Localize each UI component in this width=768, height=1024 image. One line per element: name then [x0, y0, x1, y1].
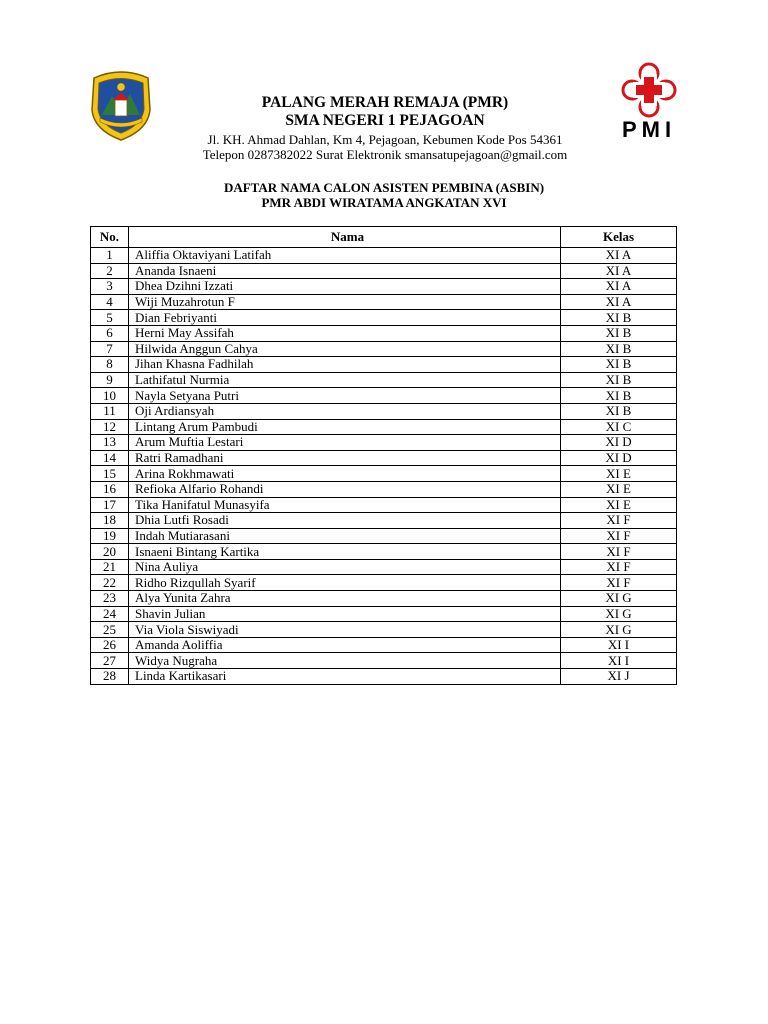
- table-row: [91, 653, 677, 669]
- student-name: Refioka Alfario Rohandi: [129, 481, 561, 497]
- row-number: 26: [91, 637, 129, 653]
- table-row: [91, 419, 677, 435]
- row-number: 14: [91, 450, 129, 466]
- document-title-block: [90, 180, 678, 210]
- student-name: Arina Rokhmawati: [129, 466, 561, 482]
- table-row: [91, 279, 677, 295]
- row-number: 8: [91, 357, 129, 373]
- row-number: 22: [91, 575, 129, 591]
- school-crest-icon: [88, 70, 154, 142]
- row-number: 13: [91, 435, 129, 451]
- student-name: Aliffia Oktaviyani Latifah: [129, 248, 561, 264]
- table-body: [91, 248, 677, 685]
- student-name: Ridho Rizqullah Syarif: [129, 575, 561, 591]
- student-class: XI G: [561, 591, 677, 607]
- student-name: Lintang Arum Pambudi: [129, 419, 561, 435]
- student-class: XI F: [561, 559, 677, 575]
- student-class: XI B: [561, 310, 677, 326]
- student-name: Lathifatul Nurmia: [129, 372, 561, 388]
- row-number: 18: [91, 513, 129, 529]
- row-number: 21: [91, 559, 129, 575]
- row-number: 28: [91, 669, 129, 685]
- table-row: [91, 403, 677, 419]
- student-class: XI C: [561, 419, 677, 435]
- student-class: XI B: [561, 341, 677, 357]
- table-row: [91, 481, 677, 497]
- student-name: Alya Yunita Zahra: [129, 591, 561, 607]
- student-class: XI F: [561, 528, 677, 544]
- row-number: 4: [91, 294, 129, 310]
- row-number: 27: [91, 653, 129, 669]
- column-header-kelas: Kelas: [561, 227, 677, 248]
- table-row: [91, 622, 677, 638]
- school-address: Jl. KH. Ahmad Dahlan, Km 4, Pejagoan, Kebumen Kode Pos 54361: [207, 132, 563, 147]
- student-class: XI B: [561, 403, 677, 419]
- table-row: [91, 325, 677, 341]
- table-row: [91, 637, 677, 653]
- student-class: XI F: [561, 513, 677, 529]
- student-class: XI A: [561, 248, 677, 264]
- student-name: Widya Nugraha: [129, 653, 561, 669]
- row-number: 5: [91, 310, 129, 326]
- row-number: 15: [91, 466, 129, 482]
- student-class: XI B: [561, 357, 677, 373]
- column-header-no: No.: [91, 227, 129, 248]
- row-number: 24: [91, 606, 129, 622]
- names-table: [90, 226, 677, 685]
- table-row: [91, 372, 677, 388]
- row-number: 3: [91, 279, 129, 295]
- student-class: XI I: [561, 653, 677, 669]
- student-name: Dhia Lutfi Rosadi: [129, 513, 561, 529]
- row-number: 23: [91, 591, 129, 607]
- table-row: [91, 606, 677, 622]
- organization-name: PALANG MERAH REMAJA (PMR): [261, 94, 509, 111]
- student-name: Linda Kartikasari: [129, 669, 561, 685]
- table-row: [91, 294, 677, 310]
- table-row: [91, 341, 677, 357]
- table-row: [91, 528, 677, 544]
- student-name: Dhea Dzihni Izzati: [129, 279, 561, 295]
- school-contact: Telepon 0287382022 Surat Elektronik smansatupejagoan@gmail.com: [202, 147, 568, 162]
- student-class: XI F: [561, 544, 677, 560]
- row-number: 16: [91, 481, 129, 497]
- student-class: XI E: [561, 497, 677, 513]
- table-row: [91, 544, 677, 560]
- student-name: Shavin Julian: [129, 606, 561, 622]
- student-name: Isnaeni Bintang Kartika: [129, 544, 561, 560]
- table-row: [91, 248, 677, 264]
- student-name: Tika Hanifatul Munasyifa: [129, 497, 561, 513]
- student-name: Indah Mutiarasani: [129, 528, 561, 544]
- row-number: 2: [91, 263, 129, 279]
- table-row: [91, 263, 677, 279]
- row-number: 1: [91, 248, 129, 264]
- student-class: XI D: [561, 450, 677, 466]
- red-cross-logo-icon: [612, 62, 686, 148]
- student-class: XI E: [561, 466, 677, 482]
- pmi-label: PMI: [621, 117, 677, 142]
- student-class: XI B: [561, 372, 677, 388]
- student-name: Nina Auliya: [129, 559, 561, 575]
- table-row: [91, 591, 677, 607]
- student-class: XI G: [561, 622, 677, 638]
- table-row: [91, 388, 677, 404]
- row-number: 20: [91, 544, 129, 560]
- student-class: XI G: [561, 606, 677, 622]
- table-row: [91, 310, 677, 326]
- student-class: XI B: [561, 325, 677, 341]
- row-number: 25: [91, 622, 129, 638]
- row-number: 10: [91, 388, 129, 404]
- student-name: Ratri Ramadhani: [129, 450, 561, 466]
- student-name: Wiji Muzahrotun F: [129, 294, 561, 310]
- student-class: XI I: [561, 637, 677, 653]
- table-row: [91, 450, 677, 466]
- document-subtitle: PMR ABDI WIRATAMA ANGKATAN XVI: [261, 195, 507, 210]
- row-number: 6: [91, 325, 129, 341]
- student-class: XI J: [561, 669, 677, 685]
- student-name: Jihan Khasna Fadhilah: [129, 357, 561, 373]
- table-row: [91, 575, 677, 591]
- student-class: XI F: [561, 575, 677, 591]
- row-number: 7: [91, 341, 129, 357]
- student-name: Amanda Aoliffia: [129, 637, 561, 653]
- letterhead: [160, 94, 610, 162]
- document-title: DAFTAR NAMA CALON ASISTEN PEMBINA (ASBIN): [223, 180, 545, 195]
- table-row: [91, 435, 677, 451]
- student-name: Oji Ardiansyah: [129, 403, 561, 419]
- table-row: [91, 559, 677, 575]
- table-row: [91, 357, 677, 373]
- student-class: XI B: [561, 388, 677, 404]
- student-class: XI A: [561, 263, 677, 279]
- table-row: [91, 466, 677, 482]
- table-row: [91, 669, 677, 685]
- school-name: SMA NEGERI 1 PEJAGOAN: [285, 112, 485, 129]
- table-row: [91, 513, 677, 529]
- column-header-nama: Nama: [129, 227, 561, 248]
- student-name: Arum Muftia Lestari: [129, 435, 561, 451]
- student-name: Via Viola Siswiyadi: [129, 622, 561, 638]
- row-number: 11: [91, 403, 129, 419]
- student-class: XI E: [561, 481, 677, 497]
- student-class: XI D: [561, 435, 677, 451]
- student-name: Hilwida Anggun Cahya: [129, 341, 561, 357]
- student-class: XI A: [561, 279, 677, 295]
- table-header-row: [91, 227, 677, 248]
- student-name: Ananda Isnaeni: [129, 263, 561, 279]
- student-name: Dian Febriyanti: [129, 310, 561, 326]
- row-number: 17: [91, 497, 129, 513]
- row-number: 19: [91, 528, 129, 544]
- student-name: Nayla Setyana Putri: [129, 388, 561, 404]
- student-name: Herni May Assifah: [129, 325, 561, 341]
- row-number: 12: [91, 419, 129, 435]
- row-number: 9: [91, 372, 129, 388]
- table-row: [91, 497, 677, 513]
- student-class: XI A: [561, 294, 677, 310]
